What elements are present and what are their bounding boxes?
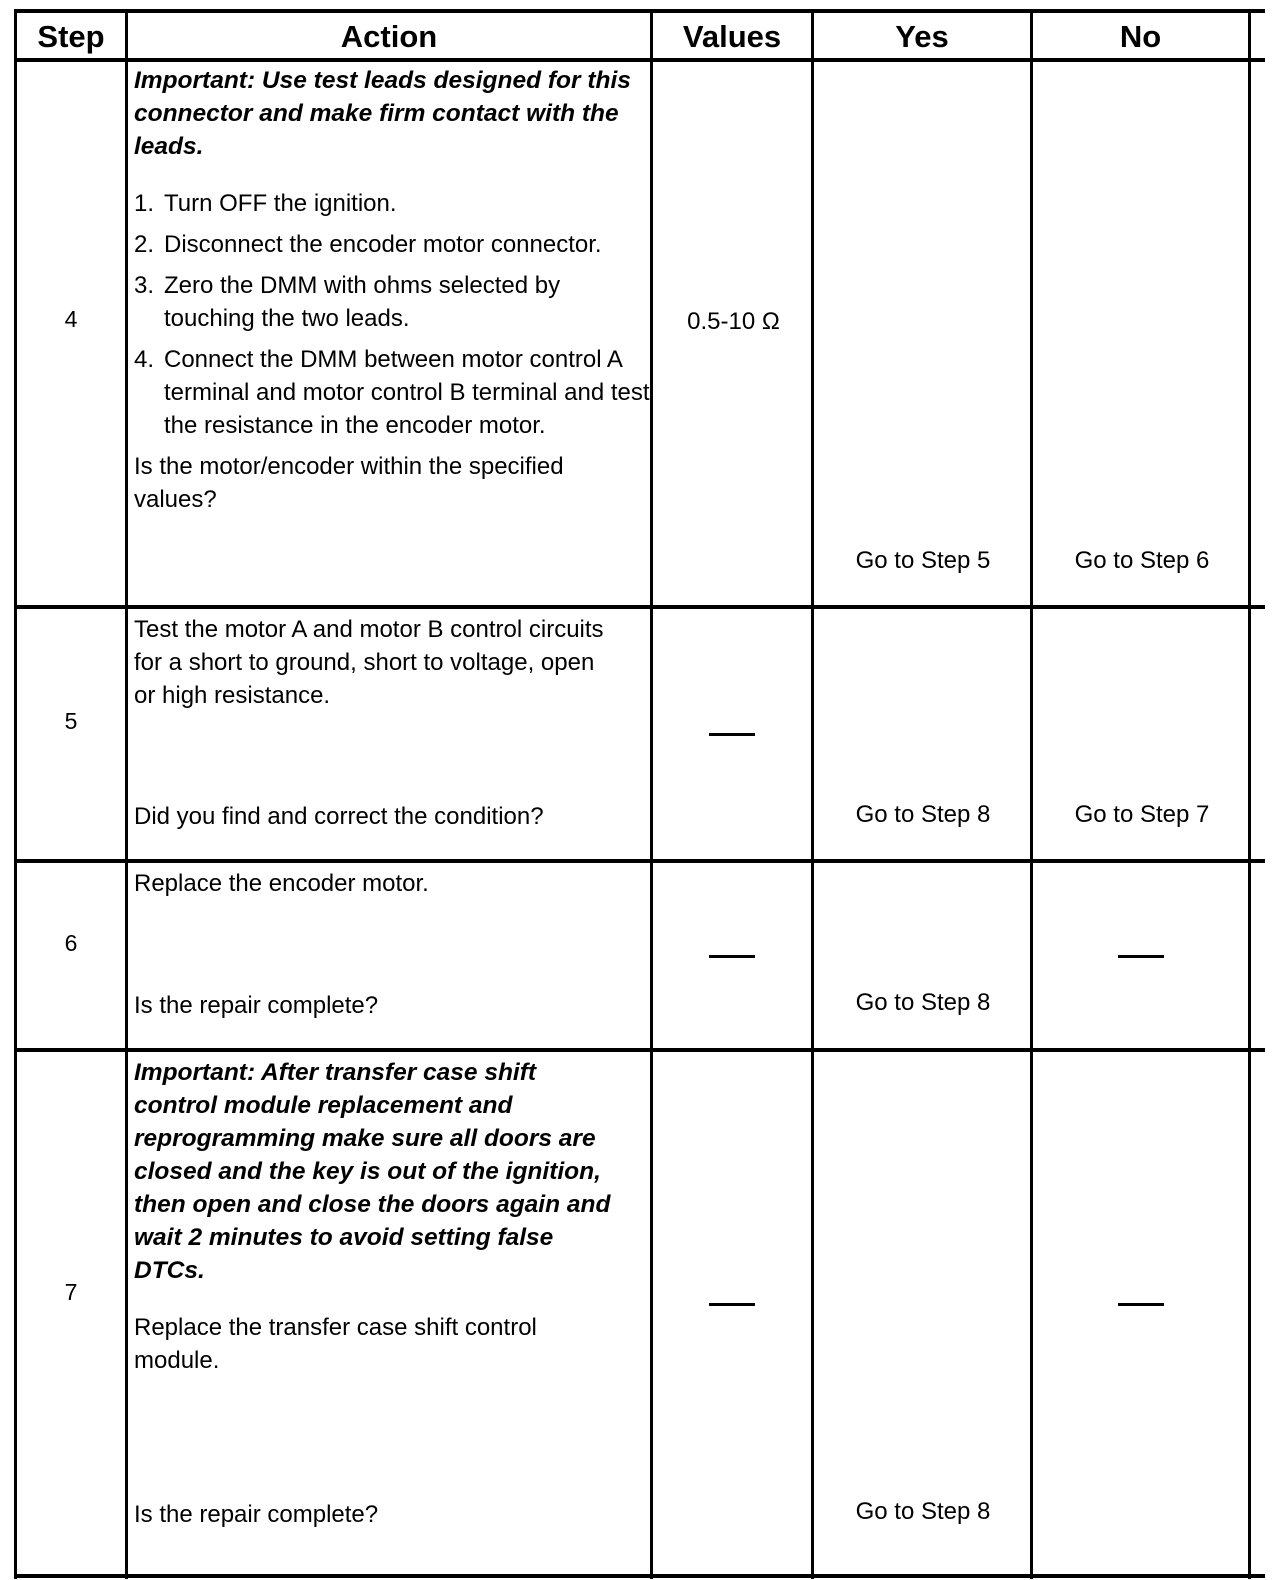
empty-no-dash bbox=[1118, 955, 1164, 958]
no-cell: Go to Step 7 bbox=[1074, 801, 1210, 828]
action-cell bbox=[134, 1056, 650, 1377]
list-number: 2. bbox=[134, 231, 155, 258]
question-text: Is the repair complete? bbox=[134, 992, 379, 1019]
row-divider bbox=[14, 1048, 1265, 1052]
list-item bbox=[134, 343, 650, 442]
action-text: Replace the encoder motor. bbox=[134, 870, 429, 897]
question-text: Is the repair complete? bbox=[134, 1501, 379, 1528]
yes-cell: Go to Step 8 bbox=[855, 989, 991, 1016]
empty-no-dash bbox=[1118, 1303, 1164, 1306]
header-action: Action bbox=[340, 19, 438, 54]
step-number: 7 bbox=[64, 1279, 78, 1305]
action-cell bbox=[134, 613, 650, 712]
list-text: Turn OFF the ignition. bbox=[164, 190, 397, 217]
list-item bbox=[134, 228, 650, 261]
yes-cell: Go to Step 8 bbox=[855, 801, 991, 828]
column-divider bbox=[1030, 9, 1033, 1579]
important-note: Important: After transfer case shift control module replacement and reprogramming make sure all doors are closed and the key is out of the ignition, then open and close the doors again and wait 2 minutes to avoid setting false DTCs. bbox=[134, 1059, 611, 1284]
header-yes: Yes bbox=[895, 19, 949, 54]
empty-value-dash bbox=[709, 733, 755, 736]
row-divider bbox=[14, 859, 1265, 863]
empty-value-dash bbox=[709, 1303, 755, 1306]
question-text: Did you find and correct the condition? bbox=[134, 803, 544, 830]
step-number: 4 bbox=[64, 306, 78, 332]
list-text: Disconnect the encoder motor connector. bbox=[164, 231, 602, 258]
table-border-right bbox=[1248, 9, 1251, 1579]
table-border-left bbox=[14, 9, 17, 1579]
action-text: Test the motor A and motor B control circuits for a short to ground, short to voltage, open or high resistance. bbox=[134, 616, 604, 709]
column-divider bbox=[811, 9, 814, 1579]
step-number: 5 bbox=[64, 708, 78, 734]
column-divider bbox=[125, 9, 128, 1579]
table-border-top bbox=[14, 9, 1265, 13]
important-note: Important: Use test leads designed for this connector and make firm contact with the leads. bbox=[134, 67, 631, 160]
action-text: Replace the transfer case shift control module. bbox=[134, 1314, 537, 1374]
action-cell bbox=[134, 64, 650, 516]
list-number: 3. bbox=[134, 272, 155, 299]
step-number: 6 bbox=[64, 930, 78, 956]
table-border-bottom bbox=[14, 1574, 1265, 1578]
question-text: Is the motor/encoder within the specified values? bbox=[134, 453, 564, 513]
column-divider bbox=[650, 9, 653, 1579]
list-text: Connect the DMM between motor control A terminal and motor control B terminal and test the resistance in the encoder motor. bbox=[164, 346, 650, 439]
list-number: 1. bbox=[134, 190, 155, 217]
header-no: No bbox=[1119, 19, 1162, 54]
yes-cell: Go to Step 5 bbox=[855, 547, 991, 574]
no-cell: Go to Step 6 bbox=[1074, 547, 1210, 574]
value-cell: 0.5-10 Ω bbox=[687, 308, 780, 335]
list-text: Zero the DMM with ohms selected by touching the two leads. bbox=[164, 272, 561, 332]
empty-value-dash bbox=[709, 955, 755, 958]
header-step: Step bbox=[37, 19, 105, 54]
header-values: Values bbox=[682, 19, 782, 54]
list-item bbox=[134, 187, 650, 220]
yes-cell: Go to Step 8 bbox=[855, 1498, 991, 1525]
list-item bbox=[134, 269, 650, 335]
list-number: 4. bbox=[134, 346, 155, 373]
row-divider bbox=[14, 605, 1265, 609]
